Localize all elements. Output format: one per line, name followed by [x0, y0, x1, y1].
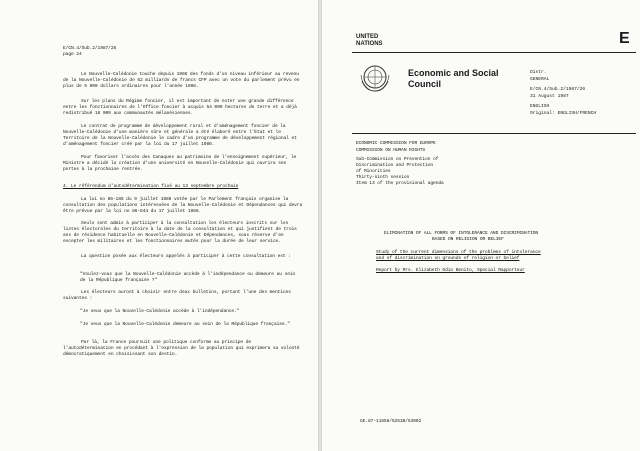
paragraph-text: Les électeurs auront à choisir entre deux bulletins, portant l'une des mentions suivantes :: [63, 290, 291, 302]
sub-line: Discrimination and Protection: [356, 163, 434, 169]
option-text: "Je veux que la Nouvelle-Calédonie accède à l'indépendance.": [80, 309, 240, 314]
paragraph-text: Pour favoriser l'accès des Canaques au patrimoine de l'enseignement supérieur, le Ministre a décidé la création d'une université en Nouvelle-Calédonie qui ouvrira ses portes à la prochaine rentrée.: [63, 155, 297, 173]
left-paragraph-7: [63, 254, 303, 260]
left-paragraph-6: [63, 221, 303, 245]
distr-value: GENERAL: [530, 76, 550, 82]
council-title: [408, 68, 499, 90]
org-line: NATIONS: [356, 41, 383, 47]
document-title-line-1: ELIMINATION OF ALL FORMS OF INTOLERANCE AND DISCRIMINATION: [384, 231, 539, 236]
ballot-option-2: [80, 322, 302, 328]
sub-line: Item 13 of the provisional agenda: [356, 181, 444, 187]
left-paragraph-5: [63, 197, 303, 215]
left-page: [0, 0, 318, 451]
sub-line: of Minorities: [356, 169, 391, 175]
commission-name: ECONOMIC COMMISSION FOR EUROPE: [356, 141, 436, 146]
report-author-line: Report by Mrs. Elizabeth Odio Benito, Special Rapporteur: [376, 268, 525, 273]
paragraph-text: Sur les plans du Régime foncier, il est important de noter une grande différence entre les fonctionnaires de l'Office foncier à acquis 54 000 hectares de terre et a déjà redistribué 18 000 aux communautés mélanésiennes.: [63, 99, 297, 117]
answer-intro: [63, 290, 303, 302]
metadata-rule: [352, 133, 636, 134]
right-page: [322, 0, 640, 451]
doc-date: 31 August 1987: [530, 93, 569, 99]
closing-paragraph: [63, 340, 303, 358]
council-line: Council: [408, 79, 441, 89]
paragraph-text: La question posée aux électeurs appelés à participer à cette consultation est :: [81, 254, 291, 259]
paragraph-text: La loi no 86-185 du 9 juillet 1986 votée par le Parlement français organise la consultation des populations intéressées de la Nouvelle-Calédonie et Dépendances qui devra être prévue par la loi no 86-844 du 17 juillet 1986.: [63, 197, 303, 215]
option-text: "Je veux que la Nouvelle-Calédonie demeure au sein de la République française.": [80, 322, 290, 327]
commission-subtitle: COMMISSION ON HUMAN RIGHTS: [356, 148, 426, 153]
study-title-line-2: and of discrimination on grounds of religion or belief: [376, 256, 520, 261]
sub-line: Thirty-ninth session: [356, 175, 410, 181]
left-page-number: page 24: [63, 52, 82, 57]
study-title-line-1: Study of the current dimensions of the problems of intolerance: [376, 250, 541, 255]
paragraph-text: Par là, la France poursuit une politique conforme au principe de l'autodétermination en procédant à l'expression de la population qui exprimera sa volonté démocratiquement en choisissant son destin.: [63, 340, 300, 358]
left-paragraph-2: [63, 99, 303, 117]
council-line: Economic and Social: [408, 68, 499, 78]
section-heading: [63, 184, 303, 190]
original-language: Original: ENGLISH/FRENCH: [530, 110, 597, 116]
left-paragraph-1: [63, 72, 303, 90]
series-letter: E: [619, 30, 630, 47]
ballot-option-1: [80, 309, 302, 315]
document-title-line-2: BASED ON RELIGION OR BELIEF: [432, 237, 504, 242]
sub-line: Sub-Commission on Prevention of: [356, 157, 439, 162]
subcommission-details: [356, 157, 536, 187]
paragraph-text: Le contrat de programme de développement rural et d'aménagement foncier de la Nouvelle-Calédonie d'une manière sûre et générale a été élaboré entre l'État et le Territoire de la Nouvelle-Calédonie le cadre d'un programme de développement régional et d'aménagement foncier créé par la loi du 17 juillet 1986.: [63, 124, 297, 148]
language-label: ENGLISH: [530, 104, 550, 109]
header-rule: [352, 52, 636, 53]
paragraph-text: Le Nouvelle-Calédonie touche depuis 1986 des fonds d'un niveau inférieur au revenu de la Nouvelle-Calédonie de 62 milliards de francs CFP avec un vote du parlement prévu en plus de 5 000 dollars ordinaires pour l'année 1988.: [63, 72, 300, 90]
un-org-name: [356, 34, 383, 48]
doc-symbol: E/CN.4/Sub.2/1987/26: [530, 87, 586, 92]
referendum-question: [80, 272, 302, 284]
document-metadata: [530, 70, 596, 117]
paragraph-text: Seuls sont admis à participer à la consultation les électeurs inscrits sur les listes électorales du territoire à la date de la consultation et qui justifient de trois ans de résidence habituelle en Nouvelle-Calédonie et Dépendances, sous réserve d'en excepter les militaires et les fonctionnaires mutés pour la durée de leur service.: [63, 221, 297, 245]
distr-label: Distr.: [530, 70, 547, 75]
section-heading-text: 4. Le référendum d'autodétermination fixé au 13 septembre prochain: [63, 184, 239, 189]
question-text: "Voulez-vous que la Nouvelle-Calédonie accède à l'indépendance ou demeure au sein de la République française ?": [80, 272, 296, 284]
org-line: UNITED: [356, 34, 379, 40]
left-page-symbol: E/CN.4/Sub.2/1987/26: [63, 46, 117, 51]
footer-job-number: GE.87-11858/5251B/53002: [360, 419, 422, 424]
left-paragraph-4: [63, 155, 303, 173]
left-paragraph-3: [63, 124, 303, 148]
un-emblem-icon: [358, 63, 392, 93]
